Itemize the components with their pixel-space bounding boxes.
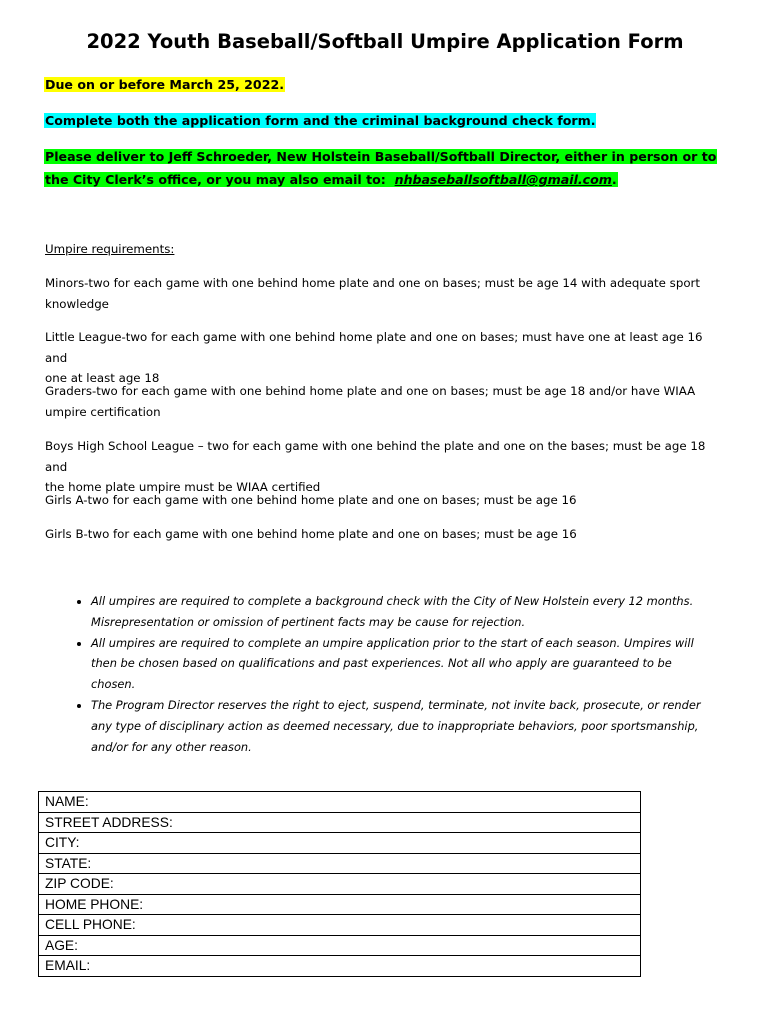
requirement-item — [45, 327, 715, 389]
policy-note-line: • All umpires are required to complete a background check with the City of New Holstein every 12 months. — [91, 594, 694, 608]
requirement-line: Girls A-two for each game with one behind home plate and one on bases; must be age 16 — [45, 493, 577, 507]
requirement-item — [45, 490, 715, 511]
requirement-line: knowledge — [45, 296, 109, 311]
table-row — [39, 874, 641, 895]
requirement-item — [45, 436, 715, 498]
table-row — [39, 894, 641, 915]
table-row — [39, 853, 641, 874]
policy-note — [91, 591, 770, 633]
street-address-field[interactable]: STREET ADDRESS: — [39, 812, 641, 833]
policy-note-line: and/or for any other reason. — [91, 739, 252, 754]
delivery-text-2-suffix: . — [611, 172, 617, 187]
cell-phone-field[interactable]: CELL PHONE: — [39, 915, 641, 936]
age-field[interactable]: AGE: — [39, 935, 641, 956]
requirement-line: Little League-two for each game with one behind home plate and one on bases; must have one at least age 16 and — [45, 330, 703, 365]
policy-note — [91, 633, 770, 695]
policy-note-line: chosen. — [91, 677, 136, 692]
policy-notes-list — [45, 591, 770, 757]
requirement-line: one at least age 18 — [45, 371, 160, 385]
delivery-text-2 — [44, 172, 618, 187]
table-row — [39, 915, 641, 936]
requirements-heading: Umpire requirements: — [45, 242, 175, 256]
table-row — [39, 956, 641, 977]
complete-forms-notice — [44, 110, 596, 131]
name-field[interactable]: NAME: — [39, 792, 641, 813]
table-row — [39, 812, 641, 833]
requirement-line: Boys High School League – two for each game with one behind the plate and one on the bases; must be age 18 and — [45, 439, 706, 474]
table-row — [39, 792, 641, 813]
requirement-item — [45, 273, 715, 314]
requirement-line: Minors-two for each game with one behind home plate and one on bases; must be age 14 with adequate sport — [45, 276, 701, 290]
page-title: 2022 Youth Baseball/Softball Umpire Application Form — [86, 30, 684, 53]
zip-code-field[interactable]: ZIP CODE: — [39, 874, 641, 895]
requirement-line: Graders-two for each game with one behind home plate and one on bases; must be age 18 and/or have WIAA — [45, 384, 696, 398]
policy-note-line: then be chosen based on qualifications and past experiences. Not all who apply are guaranteed to be — [91, 656, 672, 671]
requirement-line: Girls B-two for each game with one behind home plate and one on bases; must be age 16 — [45, 527, 577, 541]
complete-forms-text: Complete both the application form and the criminal background check form. — [45, 113, 596, 128]
policy-note-line: any type of disciplinary action as deemed necessary, due to inappropriate behaviors, poor sportsmanship, — [91, 718, 699, 733]
applicant-info-table — [38, 791, 641, 977]
city-field[interactable]: CITY: — [39, 833, 641, 854]
state-field[interactable]: STATE: — [39, 853, 641, 874]
email-field[interactable]: EMAIL: — [39, 956, 641, 977]
policy-note-line: Misrepresentation or omission of pertinent facts may be cause for rejection. — [91, 614, 526, 629]
policy-note-line: • The Program Director reserves the right to eject, suspend, terminate, not invite back, prosecute, or render — [91, 697, 701, 712]
delivery-notice-line-1 — [44, 146, 717, 167]
table-row — [39, 833, 641, 854]
table-row — [39, 935, 641, 956]
delivery-text-1: Please deliver to Jeff Schroeder, New Holstein Baseball/Softball Director, either in person or to — [45, 149, 717, 164]
policy-note-line: • All umpires are required to complete an umpire application prior to the start of each season. Umpires will — [91, 635, 694, 650]
delivery-text-2-prefix: the City Clerk’s office, or you may also email to: — [45, 172, 395, 187]
email-link[interactable]: nhbaseballsoftball@gmail.com — [394, 172, 612, 187]
requirement-item — [45, 524, 715, 545]
requirement-item — [45, 381, 715, 422]
policy-note — [91, 695, 770, 757]
delivery-notice-line-2 — [44, 169, 618, 190]
home-phone-field[interactable]: HOME PHONE: — [39, 894, 641, 915]
due-date-text: Due on or before March 25, 2022. — [45, 77, 285, 92]
requirement-line: umpire certification — [45, 404, 161, 419]
due-date-notice — [44, 74, 285, 95]
requirement-line: the home plate umpire must be WIAA certified — [45, 480, 321, 494]
